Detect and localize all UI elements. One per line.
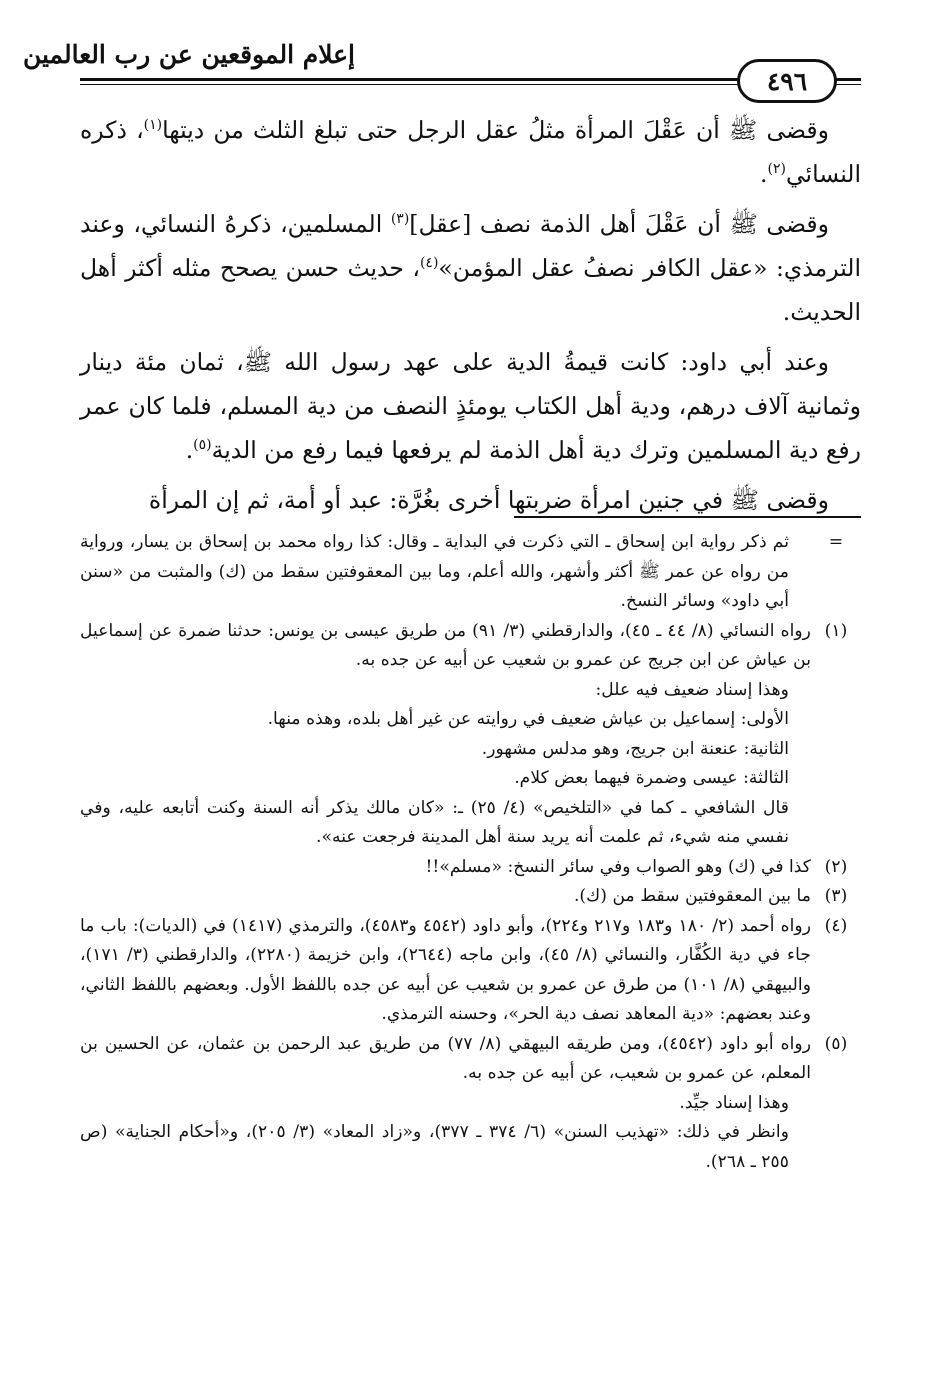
footnote-3	[80, 882, 861, 912]
footnote-1	[80, 617, 861, 853]
main-paragraph	[80, 202, 861, 334]
footnote-text: رواه أبو داود (٤٥٤٢)، ومن طريقه البيهقي (٨/ ٧٧) من طريق عبد الرحمن بن عثمان، عن الحسين بن المعلم، عن عمرو بن شعيب، عن أبيه عن جده به.	[80, 1033, 811, 1083]
paragraph-text: وقضى ﷺ في جنين امرأة ضربتها أخرى بغُرَّة: عبد أو أمة، ثم إن المرأة	[148, 486, 829, 514]
footnote-mark: (٥)	[824, 1033, 848, 1054]
footnote-continuation	[80, 528, 861, 617]
paragraph-text: وعند أبي داود: كانت قيمةُ الدية على عهد رسول الله ﷺ، ثمان مئة دينار وثمانية آلاف درهم، ودية أهل الكتاب يومئذٍ النصف من دية المسلم، فلما كان عمر رفع دية المسلمين وترك دية أهل الذمة لم يرفعها فيما رفع من الدية	[80, 348, 861, 464]
footnote-4	[80, 912, 861, 1030]
footnotes	[80, 528, 861, 1177]
footnote-text: رواه أحمد (٢/ ١٨٠ و١٨٣ و٢١٧ و٢٢٤)، وأبو داود (٤٥٤٢ و٤٥٨٣)، والترمذي (١٤١٧) في (الديات): باب ما جاء في دية الكُفَّار، والنسائي (٨/ ٤٥)، وابن ماجه (٢٦٤٤)، وابن خزيمة (٢٢٨٠)، والدارقطني (٣/ ١٧١)، والبيهقي (٨/ ١٠١) من طرق عن عمرو بن شعيب عن أبيه عن جده باللفظ الأول. وبعضهم باللفظ الثاني، وعند بعضهم: «دية المعاهد نصف دية الحر»، وحسنه الترمذي.	[80, 915, 812, 1024]
footnote-ref: (٣)	[390, 211, 410, 228]
footnote-text: ما بين المعقوفتين سقط من (ك).	[573, 886, 811, 906]
paragraph-text: وقضى ﷺ أن عَقْلَ أهل الذمة نصف [عقل]	[409, 210, 829, 238]
footnote-2	[80, 853, 861, 883]
running-header-title: إعلام الموقعين عن رب العالمين	[22, 40, 355, 69]
footnote-text: رواه النسائي (٨/ ٤٤ ـ ٤٥)، والدارقطني (٣/ ٩١) من طريق عيسى بن يونس: حدثنا ضمرة عن إسماعيل بن عياش عن ابن جريج عن عمرو بن شعيب عن أبيه عن جده به.	[80, 620, 811, 670]
footnote-mark: (٤)	[824, 915, 848, 936]
footnote-mark: (١)	[824, 620, 848, 641]
footnote-mark: (٢)	[824, 856, 848, 877]
paragraph-text: وقضى ﷺ أن عَقْلَ المرأة مثلُ عقل الرجل حتى تبلغ الثلث من ديتها	[162, 116, 829, 144]
footnote-ref: (١)	[143, 117, 163, 134]
main-text	[80, 108, 861, 528]
page-number: ٤٩٦	[766, 66, 808, 96]
main-paragraph	[80, 108, 861, 196]
footnote-mark: (٣)	[824, 886, 848, 906]
paragraph-text: ، ذكره النسائي	[80, 116, 861, 188]
footnote-ref: (٢)	[767, 161, 786, 178]
footnote-separator	[514, 516, 861, 518]
footnote-text: الثانية: عنعنة ابن جريج، وهو مدلس مشهور.	[481, 738, 789, 759]
paragraph-text: ، حديث حسن يصحح مثله أكثر أهل الحديث.	[80, 254, 861, 326]
footnote-text: وهذا إسناد جيِّد.	[679, 1092, 789, 1113]
footnote-text: قال الشافعي ـ كما في «التلخيص» (٤/ ٢٥) ـ: «كان مالك يذكر أنه السنة وكنت أتابعه عليه، وفي نفسي منه شيء، ثم علمت أنه يريد سنة أهل المدينة فرجعت عنه».	[80, 797, 789, 847]
paragraph-text: .	[185, 436, 194, 464]
footnote-text: وهذا إسناد ضعيف فيه علل:	[595, 679, 789, 700]
footnote-text: وانظر في ذلك: «تهذيب السنن» (٦/ ٣٧٤ ـ ٣٧٧)، و«زاد المعاد» (٣/ ٢٠٥)، و«أحكام الجناية» (ص ٢٥٥ ـ ٢٦٨).	[80, 1122, 789, 1172]
main-paragraph	[80, 340, 861, 472]
paragraph-text: المسلمين، ذكرهُ النسائي، وعند الترمذي: «عقل الكافر نصفُ عقل المؤمن»	[80, 210, 861, 282]
footnote-text: الثالثة: عيسى وضمرة فيهما بعض كلام.	[514, 768, 789, 788]
footnote-text: الأولى: إسماعيل بن عياش ضعيف في روايته عن غير أهل بلده، وهذه منها.	[267, 709, 789, 729]
footnote-text: ثم ذكر رواية ابن إسحاق ـ التي ذكرت في البداية ـ وقال: كذا رواه محمد بن إسحاق بن يسار، ورواية من رواه عن عمر ﷺ أكثر وأشهر، والله أعلم، وما بين المعقوفتين سقط من (ك) والمثبت من «سنن أبي داود» وسائر النسخ.	[80, 532, 789, 611]
footnote-ref: (٥)	[193, 437, 212, 454]
footnote-ref: (٤)	[419, 255, 439, 272]
page-number-badge	[737, 59, 837, 103]
footnote-5	[80, 1030, 861, 1178]
paragraph-text: .	[760, 160, 768, 188]
footnote-mark: =	[828, 532, 844, 552]
footnote-text: كذا في (ك) وهو الصواب وفي سائر النسخ: «مسلم»!!	[425, 856, 811, 877]
